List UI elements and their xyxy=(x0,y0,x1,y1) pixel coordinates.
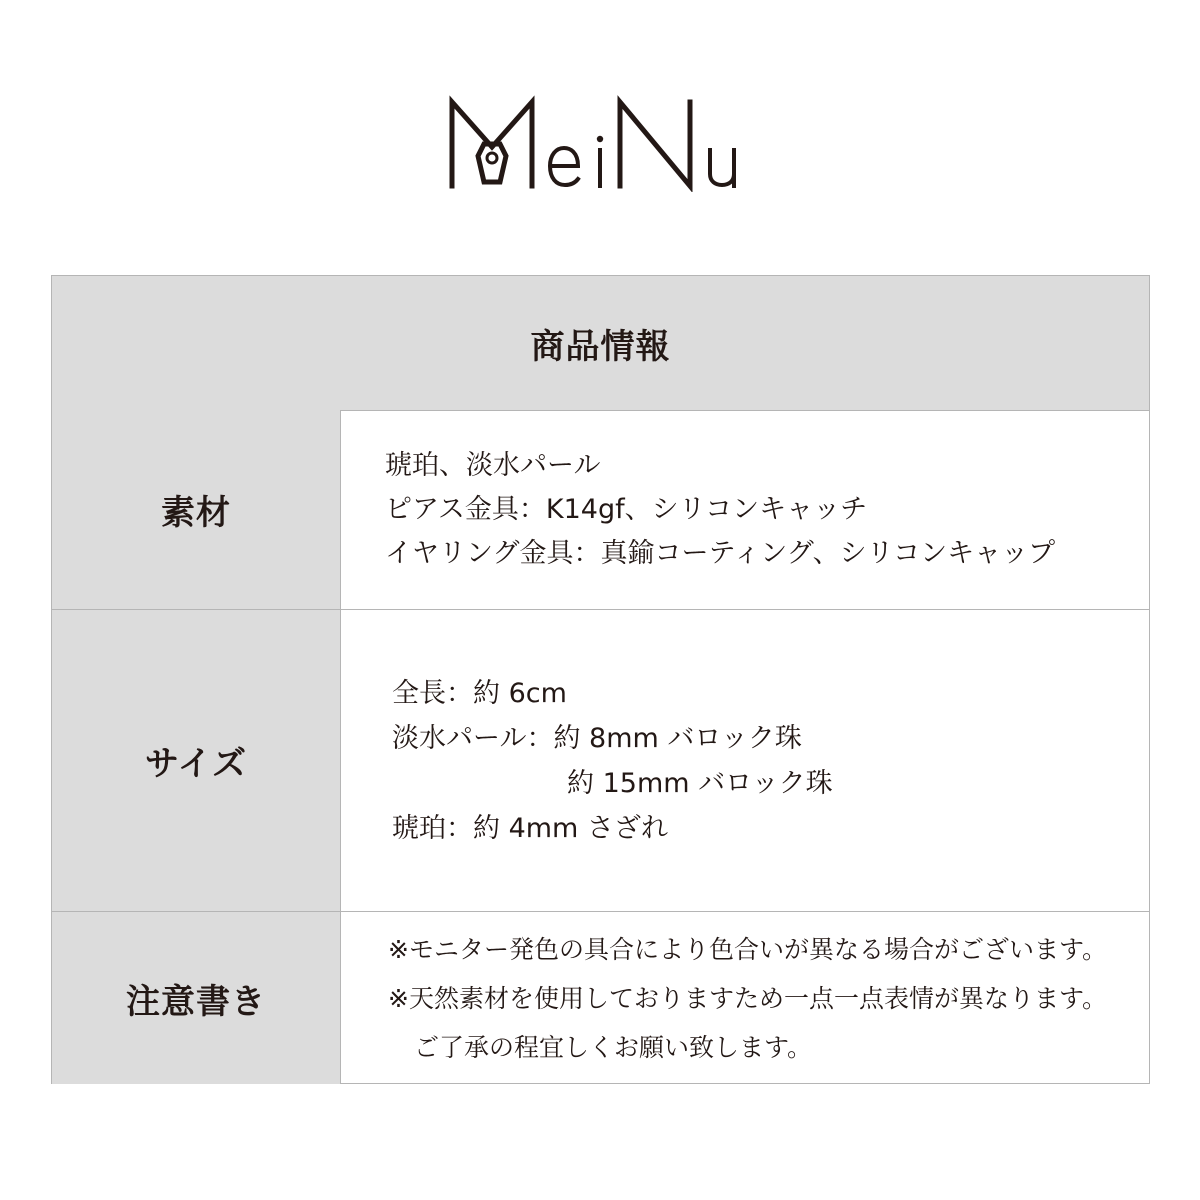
meinu-logo-icon xyxy=(440,92,760,192)
table-row-size xyxy=(52,610,1149,912)
row-label-notes: 注意書き xyxy=(52,912,341,1084)
size-line: 約 15mm バロック珠 xyxy=(567,767,833,799)
material-line: 琥珀、淡水パール xyxy=(385,449,601,481)
table-header xyxy=(52,276,1149,411)
logo-text xyxy=(440,192,441,193)
material-line: イヤリング金具：真鍮コーティング、シリコンキャップ xyxy=(385,537,1056,569)
notes-line: ※天然素材を使用しておりますため一点一点表情が異なります。 xyxy=(388,983,1107,1013)
product-info-table xyxy=(51,275,1150,1084)
row-label-material: 素材 xyxy=(52,410,341,609)
row-value-notes xyxy=(388,912,1107,1084)
material-line: ピアス金具：K14gf、シリコンキャッチ xyxy=(385,493,868,525)
row-value-material xyxy=(385,410,1055,609)
size-line: 淡水パール：約 8mm バロック珠 xyxy=(392,722,802,754)
size-line: 全長：約 6cm xyxy=(392,677,567,709)
table-row-material xyxy=(52,410,1149,610)
row-label-size: サイズ xyxy=(52,610,341,911)
row-value-size xyxy=(392,610,833,911)
size-line: 琥珀：約 4mm さざれ xyxy=(392,812,668,844)
table-row-notes xyxy=(52,912,1149,1084)
brand-logo xyxy=(440,92,760,192)
notes-line: ご了承の程宜しくお願い致します。 xyxy=(414,1032,813,1062)
table-title: 商品情報 xyxy=(530,326,671,367)
notes-line: ※モニター発色の具合により色合いが異なる場合がございます。 xyxy=(388,934,1107,964)
